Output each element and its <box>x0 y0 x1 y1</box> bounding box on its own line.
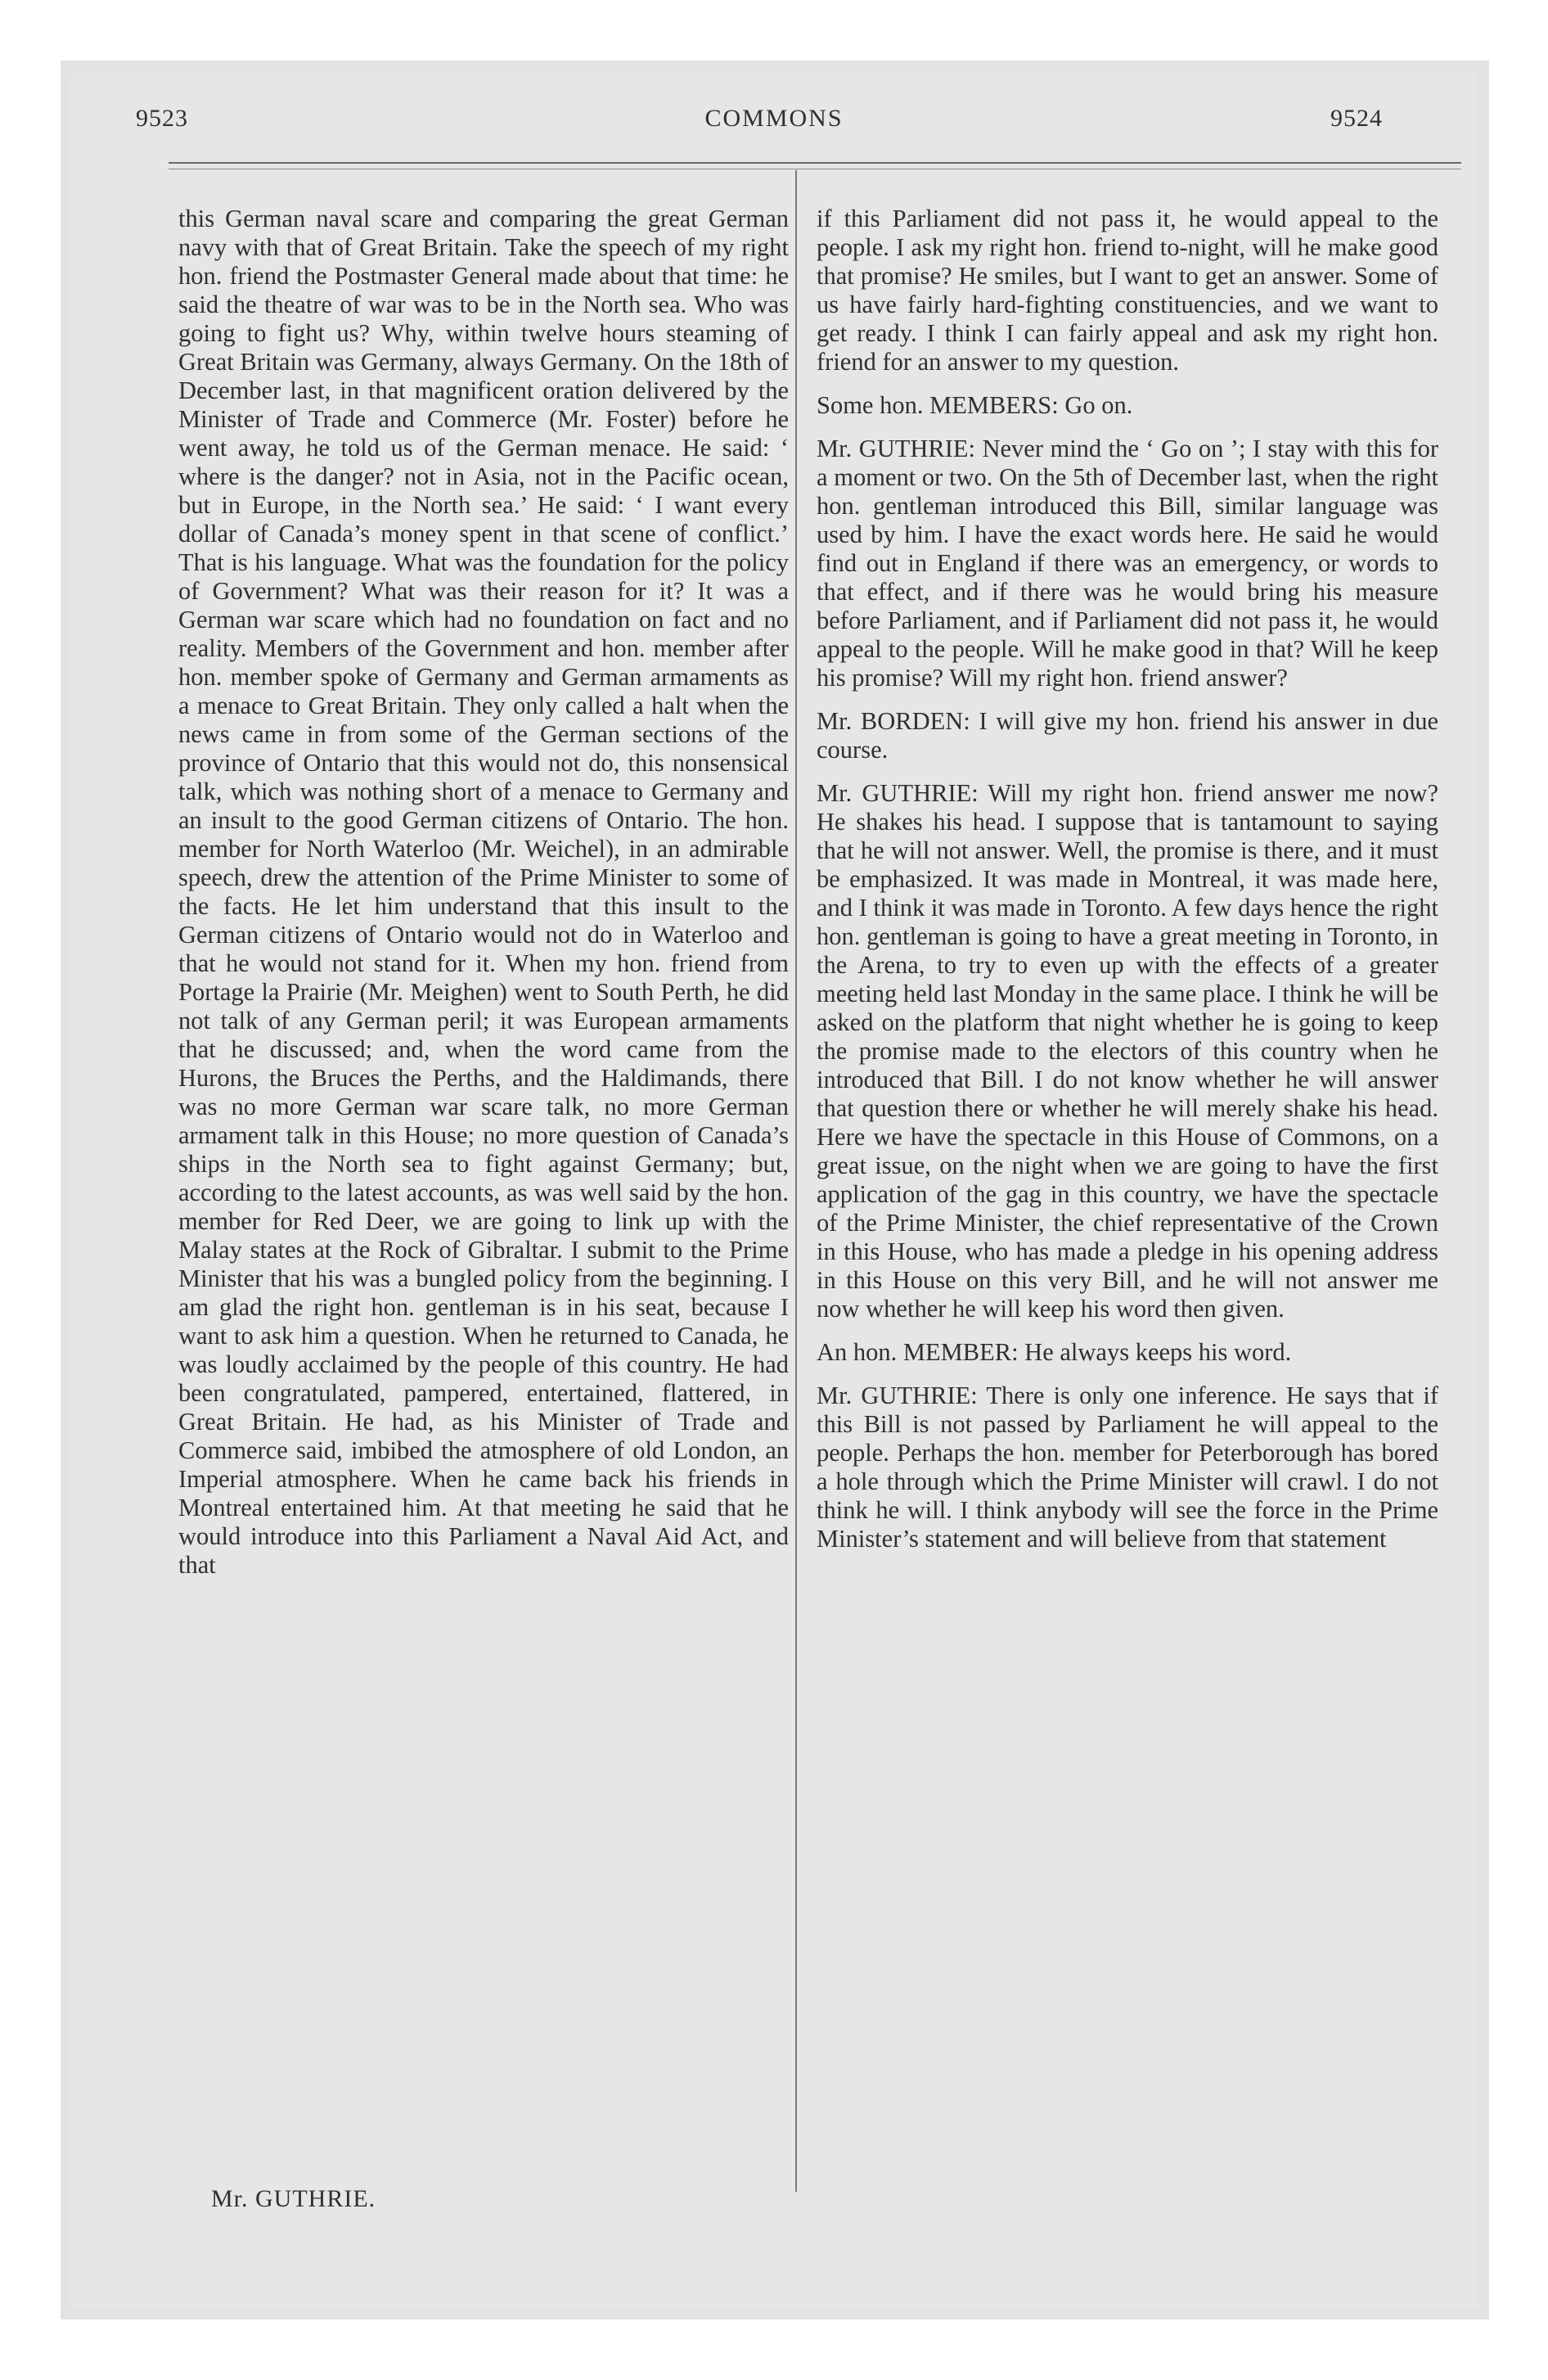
paragraph: Mr. GUTHRIE: Will my right hon. friend answer me now? He shakes his head. I suppose that is tantamount to saying that he will not answer. Well, the promise is there, and it must be emphasized. It was made in Montreal, it was made here, and I think it was made in Toronto. A few days hence the right hon. gentleman is going to have a great meeting in Toronto, in the Arena, to try to even up with the effects of a greater meeting held last Monday in the same place. I think he will be asked on the platform that night whether he is going to keep the promise made to the electors of this country when he introduced that Bill. I do not know whether he will answer that question there or whether he will merely shake his head. Here we have the spectacle in this House of Commons, on a great issue, on the night when we are going to have the first application of the gag in this country, we have the spectacle of the Prime Minister, the chief representative of the Crown in this House, who has made a pledge in his opening address in this House on this very Bill, and he will not answer me now whether he will keep his word then given. <box>817 779 1438 1323</box>
running-header-title: COMMONS <box>704 105 844 132</box>
paragraph: this German naval scare and comparing the great German navy with that of Great Britain. Take the speech of my right hon. friend the Postmaster General made about that time: he said the theatre of war was to be in the North sea. Who was going to fight us? Why, within twelve hours steaming of Great Britain was Germany, always Germany. On the 18th of December last, in that magnificent oration delivered by the Minister of Trade and Commerce (Mr. Foster) before he went away, he told us of the German menace. He said: ‘ where is the danger? not in Asia, not in the Pacific ocean, but in Europe, in the North sea.’ He said: ‘ I want every dollar of Canada’s money spent in that scene of conflict.’ That is his language. What was the foundation for the policy of Government? What was their reason for it? It was a German war scare which had no foundation on fact and no reality. Members of the Government and hon. member after hon. member spoke of Germany and German armaments as a menace to Great Britain. They only called a halt when the news came in from some of the German sections of the province of Ontario that this would not do, this nonsensical talk, which was nothing short of a menace to Germany and an insult to the good German citizens of Ontario. The hon. member for North Waterloo (Mr. Weichel), in an admirable speech, drew the attention of the Prime Minister to some of the facts. He let him understand that this insult to the German citizens of Ontario would not do in Waterloo and that he would not stand for it. When my hon. friend from Portage la Prairie (Mr. Meighen) went to South Perth, he did not talk of any German peril; it was European armaments that he discussed; and, when the word came from the Hurons, the Bruces the Perths, and the Haldimands, there was no more German war scare talk, no more German armament talk in this House; no more question of Canada’s ships in the North sea to fight against Germany; but, according to the latest accounts, as was well said by the hon. member for Red Deer, we are going to link up with the Malay states at the Rock of Gibraltar. I submit to the Prime Minister that his was a bungled policy from the beginning. I am glad the right hon. gentleman is in his seat, because I want to ask him a question. When he returned to Canada, he was loudly acclaimed by the people of this country. He had been congratulated, pampered, entertained, flattered, in Great Britain. He had, as his Minister of Trade and Commerce said, imbibed the atmosphere of old London, an Imperial atmosphere. When he came back his friends in Montreal entertained him. At that meeting he said that he would introduce into this Parliament a Naval Aid Act, and that <box>178 205 789 1579</box>
paragraph: Mr. BORDEN: I will give my hon. friend his answer in due course. <box>817 707 1438 764</box>
paragraph: Some hon. MEMBERS: Go on. <box>817 391 1133 419</box>
marginal-speaker-label: Mr. GUTHRIE. <box>211 2185 376 2212</box>
paragraph: Mr. GUTHRIE: There is only one inference. He says that if this Bill is not passed by Parliament he will appeal to the people. Perhaps the hon. member for Peterborough has bored a hole through which the Prime Minister will crawl. I do not think he will. I think anybody will see the force in the Prime Minister’s statement and will believe from that statement <box>817 1382 1438 1553</box>
paragraph: Mr. GUTHRIE: Never mind the ‘ Go on ’; I stay with this for a moment or two. On the 5th of December last, when the right hon. gentleman introduced this Bill, similar language was used by him. I have the exact words here. He said he would find out in England if there was an emergency, or words to that effect, and if there was he would bring his measure before Parliament, and if Parliament did not pass it, he would appeal to the people. Will he make good in that? Will he keep his promise? Will my right hon. friend answer? <box>817 435 1438 692</box>
page-number-left: 9523 <box>136 105 188 132</box>
paragraph: An hon. MEMBER: He always keeps his word. <box>817 1338 1292 1366</box>
column-separator <box>795 170 797 2192</box>
paragraph: if this Parliament did not pass it, he would appeal to the people. I ask my right hon. friend to-night, will he make good that promise? He smiles, but I want to get an answer. Some of us have fairly hard-fighting constituencies, and we want to get ready. I think I can fairly appeal and ask my right hon. friend for an answer to my question. <box>817 205 1438 376</box>
header-rule <box>169 162 1461 164</box>
left-column <box>178 205 789 1594</box>
document-page <box>70 74 1478 2308</box>
right-column <box>817 205 1438 1568</box>
page-number-right: 9524 <box>1330 105 1383 132</box>
